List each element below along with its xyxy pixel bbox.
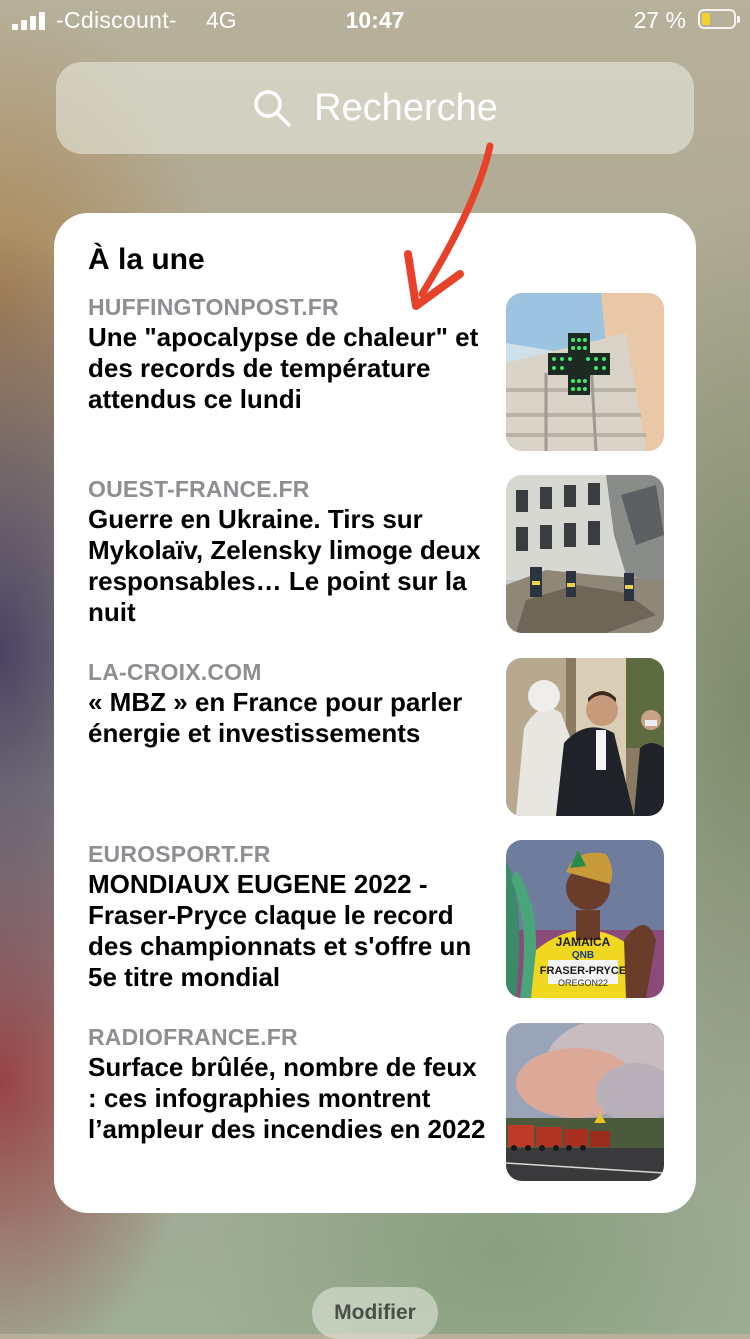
wildfire-trucks-photo bbox=[506, 1023, 664, 1181]
article-headline: MONDIAUX EUGENE 2022 - Fraser-Pryce claque le record des championnats et s'offre un 5e titre mondial bbox=[88, 869, 472, 992]
article-headline: « MBZ » en France pour parler énergie et investissements bbox=[88, 687, 463, 748]
article-thumbnail[interactable] bbox=[506, 658, 664, 816]
news-article[interactable] bbox=[88, 475, 664, 633]
status-time: 10:47 bbox=[345, 7, 405, 33]
leaders-meeting-photo bbox=[506, 658, 664, 816]
sprinter-photo bbox=[506, 840, 664, 998]
news-widget bbox=[54, 213, 696, 1213]
article-source: RADIOFRANCE.FR bbox=[88, 1024, 298, 1050]
article-headline: Surface brûlée, nombre de feux : ces infographies montrent l’ampleur des incendies en 2022 bbox=[88, 1052, 486, 1144]
bib-sponsor-text: QNB bbox=[571, 950, 595, 961]
news-article[interactable] bbox=[88, 1023, 664, 1181]
article-source: OUEST-FRANCE.FR bbox=[88, 476, 310, 502]
damaged-building-photo bbox=[506, 475, 664, 633]
status-bar bbox=[0, 0, 750, 40]
article-thumbnail[interactable] bbox=[506, 293, 664, 451]
article-source: LA-CROIX.COM bbox=[88, 659, 262, 685]
bib-event-text: OREGON22 bbox=[557, 978, 609, 988]
battery-percent: 27 % bbox=[633, 7, 686, 33]
search-icon bbox=[252, 88, 292, 128]
news-article[interactable] bbox=[88, 840, 664, 998]
article-headline: Guerre en Ukraine. Tirs sur Mykolaïv, Zelensky limoge deux responsables… Le point sur la nuit bbox=[88, 504, 481, 627]
modify-button[interactable]: Modifier bbox=[312, 1287, 438, 1339]
widget-title: À la une bbox=[88, 243, 205, 276]
article-thumbnail[interactable] bbox=[506, 1023, 664, 1181]
battery-icon bbox=[698, 9, 736, 29]
pharmacy-cross-photo bbox=[506, 293, 664, 451]
carrier-name: -Cdiscount- bbox=[56, 7, 177, 33]
search-placeholder: Recherche bbox=[314, 86, 498, 129]
network-type: 4G bbox=[206, 7, 237, 33]
news-article[interactable] bbox=[88, 293, 664, 451]
red-arrow-annotation bbox=[400, 142, 500, 312]
article-source: HUFFINGTONPOST.FR bbox=[88, 294, 339, 320]
bib-name-text: FRASER-PRYCE bbox=[539, 965, 627, 977]
bib-team-text: JAMAICA bbox=[555, 935, 611, 949]
article-thumbnail[interactable] bbox=[506, 475, 664, 633]
news-article[interactable] bbox=[88, 658, 664, 816]
search-bar[interactable] bbox=[56, 62, 694, 154]
article-source: EUROSPORT.FR bbox=[88, 841, 271, 867]
article-headline: Une "apocalypse de chaleur" et des records de température attendus ce lundi bbox=[88, 322, 479, 414]
battery-level-fill bbox=[702, 13, 710, 25]
article-thumbnail[interactable] bbox=[506, 840, 664, 998]
